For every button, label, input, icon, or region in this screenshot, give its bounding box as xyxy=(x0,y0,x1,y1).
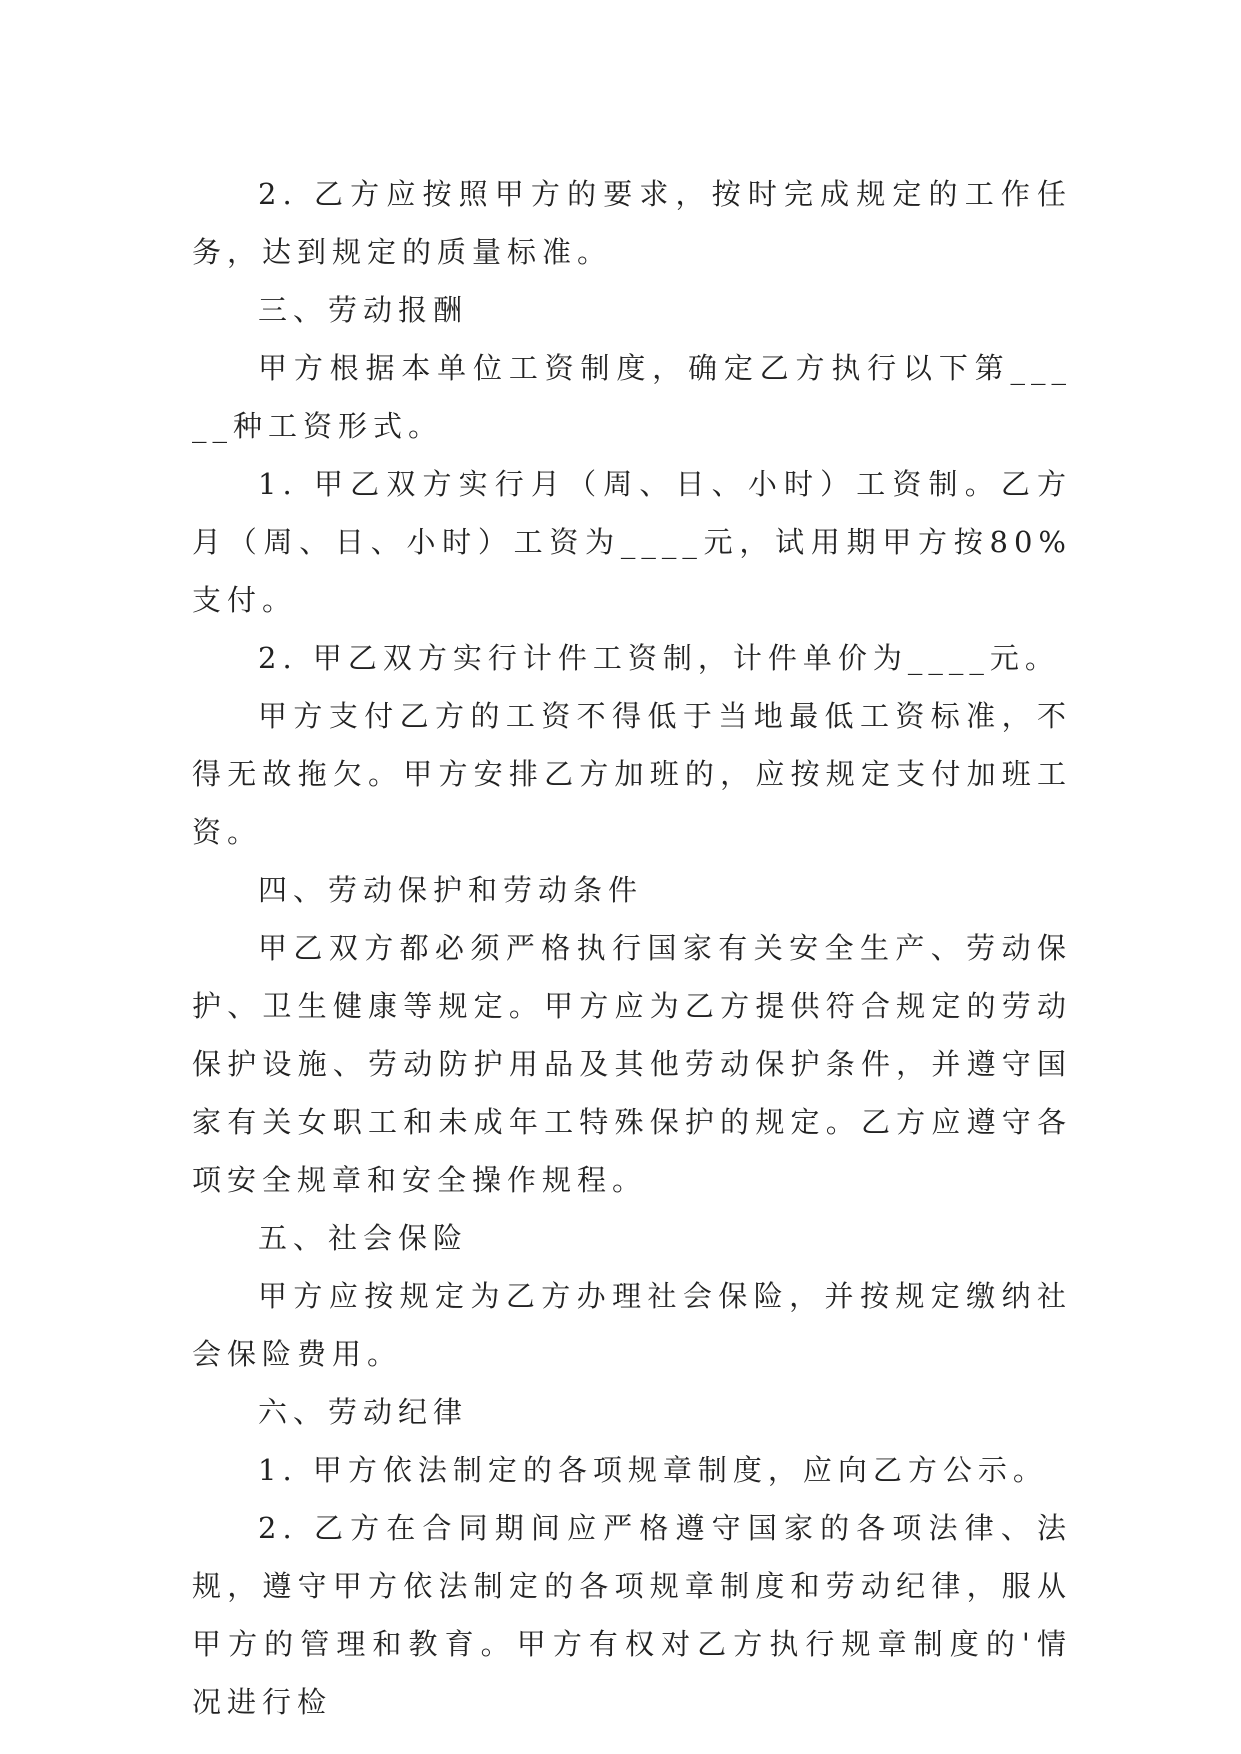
paragraph-rules-publicity: 1. 甲方依法制定的各项规章制度，应向乙方公示。 xyxy=(258,1453,1048,1487)
paragraph-social-insurance: 甲方应按规定为乙方办理社会保险，并按规定缴纳社会保险费用。 xyxy=(192,1279,1072,1371)
paragraph-compliance: 2. 乙方在合同期间应严格遵守国家的各项法律、法规，遵守甲方依法制定的各项规章制度和劳动纪律，服从甲方的管理和教育。甲方有权对乙方执行规章制度的'情况进行检 xyxy=(192,1511,1072,1719)
paragraph-safety-rules: 甲乙双方都必须严格执行国家有关安全生产、劳动保护、卫生健康等规定。甲方应为乙方提供符合规定的劳动保护设施、劳动防护用品及其他劳动保护条件，并遵守国家有关女职工和未成年工特殊保护的规定。乙方应遵守各项安全规章和安全操作规程。 xyxy=(192,931,1072,1197)
paragraph-wage-form: 甲方根据本单位工资制度，确定乙方执行以下第_____种工资形式。 xyxy=(192,351,1072,443)
section-heading-labor-protection: 四、劳动保护和劳动条件 xyxy=(258,873,644,907)
paragraph-time-wage: 1. 甲乙双方实行月（周、日、小时）工资制。乙方月（周、日、小时）工资为____元，试用期甲方按80%支付。 xyxy=(192,467,1072,617)
document-body xyxy=(192,165,1072,1731)
paragraph-piece-wage: 2. 甲乙双方实行计件工资制，计件单价为____元。 xyxy=(258,641,1060,675)
section-heading-social-insurance: 五、社会保险 xyxy=(258,1221,469,1255)
section-heading-remuneration: 三、劳动报酬 xyxy=(258,293,469,327)
section-heading-labor-discipline: 六、劳动纪律 xyxy=(258,1395,469,1429)
paragraph-quality-standard: 2. 乙方应按照甲方的要求，按时完成规定的工作任务，达到规定的质量标准。 xyxy=(192,177,1072,269)
paragraph-minimum-wage: 甲方支付乙方的工资不得低于当地最低工资标准，不得无故拖欠。甲方安排乙方加班的，应按规定支付加班工资。 xyxy=(192,699,1072,849)
